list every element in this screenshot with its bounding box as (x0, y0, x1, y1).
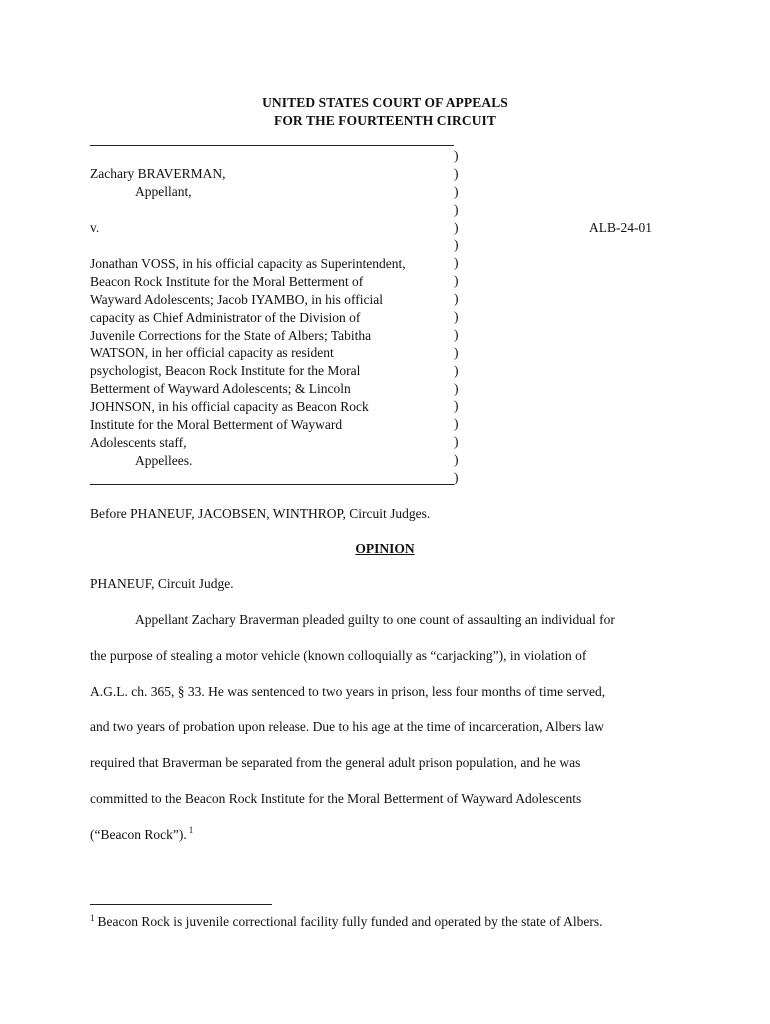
author-judge: PHANEUF, Circuit Judge. (90, 576, 234, 591)
body-line (90, 790, 680, 826)
appellees-role: Appellees. (135, 452, 193, 468)
opinion-body (90, 611, 680, 862)
appellee-caption-line: Juvenile Corrections for the State of Albers; Tabitha (90, 327, 372, 343)
footnote-text: Beacon Rock is juvenile correctional facility fully funded and operated by the state of Albers. (97, 914, 603, 929)
appellee-caption-line: WATSON, in her official capacity as resident (90, 345, 334, 361)
body-line (90, 754, 680, 790)
versus-text: v. (90, 220, 100, 235)
caption-paren: ) (454, 309, 459, 325)
caption-paren: ) (454, 291, 459, 307)
circuit-name: FOR THE FOURTEENTH CIRCUIT (273, 113, 497, 128)
body-line-text: (“Beacon Rock”). (90, 826, 187, 842)
footnote-reference[interactable]: 1 (188, 825, 194, 836)
body-line-text: and two years of probation upon release. Due to his age at the time of incarceration, Albers law (90, 719, 604, 735)
docket-number: ALB-24-01 (589, 220, 652, 235)
caption-appellees-block (90, 255, 452, 470)
opinion-heading: OPINION (355, 541, 415, 556)
caption-paren: ) (454, 344, 459, 360)
footnote (90, 913, 602, 931)
caption-paren: ) (454, 362, 459, 378)
caption-paren: ) (454, 183, 459, 199)
appellant-name: Zachary BRAVERMAN, (90, 166, 226, 181)
appellee-caption-line: psychologist, Beacon Rock Institute for the Moral (90, 363, 361, 379)
appellee-caption-line: Jonathan VOSS, in his official capacity as Superintendent, (90, 256, 406, 271)
appellee-caption-line: capacity as Chief Administrator of the Division of (90, 309, 361, 325)
caption-paren: ) (454, 398, 459, 414)
caption-paren: ) (454, 201, 459, 217)
court-name: UNITED STATES COURT OF APPEALS (262, 95, 508, 110)
panel-judges: Before PHANEUF, JACOBSEN, WINTHROP, Circuit Judges. (90, 506, 431, 521)
appellee-caption-line: Adolescents staff, (90, 434, 187, 450)
appellant-role: Appellant, (135, 183, 192, 199)
body-line-text: A.G.L. ch. 365, § 33. He was sentenced to two years in prison, less four months of time served, (90, 683, 606, 699)
caption-paren: ) (454, 219, 459, 235)
caption-paren: ) (454, 273, 459, 289)
footnote-rule (90, 904, 272, 905)
body-line-text: committed to the Beacon Rock Institute for the Moral Betterment of Wayward Adolescents (90, 790, 582, 806)
appellee-caption-line: Betterment of Wayward Adolescents; & Lincoln (90, 381, 351, 397)
caption-paren: ) (454, 255, 459, 271)
caption-paren: ) (454, 326, 459, 342)
body-line (90, 826, 680, 862)
caption-paren: ) (454, 470, 459, 486)
appellee-caption-line: JOHNSON, in his official capacity as Beacon Rock (90, 399, 369, 415)
caption-paren-column (454, 147, 459, 487)
body-line-text: required that Braverman be separated from the general adult prison population, and he was (90, 755, 581, 771)
body-line (90, 683, 680, 719)
caption-versus (90, 219, 452, 237)
appellee-caption-line: Wayward Adolescents; Jacob IYAMBO, in his official (90, 291, 383, 307)
caption-paren: ) (454, 416, 459, 432)
appellee-caption-line: Beacon Rock Institute for the Moral Betterment of (90, 273, 364, 289)
caption-bottom-rule (90, 484, 454, 485)
caption-paren: ) (454, 237, 459, 253)
caption-top-rule (90, 145, 454, 146)
caption-paren: ) (454, 165, 459, 181)
caption-paren: ) (454, 380, 459, 396)
caption-paren: ) (454, 434, 459, 450)
appellee-caption-line: Institute for the Moral Betterment of Wayward (90, 417, 343, 433)
caption-paren: ) (454, 148, 459, 163)
caption-appellant-block (90, 165, 452, 201)
footnote-number: 1 (90, 912, 95, 923)
body-line-text: Appellant Zachary Braverman pleaded guilty to one count of assaulting an individual for (135, 612, 615, 627)
body-line (90, 718, 680, 754)
body-line-text: the purpose of stealing a motor vehicle (known colloquially as “carjacking”), in violation of (90, 647, 587, 663)
caption-paren: ) (454, 452, 459, 468)
body-line (90, 647, 680, 683)
body-line (90, 611, 680, 647)
